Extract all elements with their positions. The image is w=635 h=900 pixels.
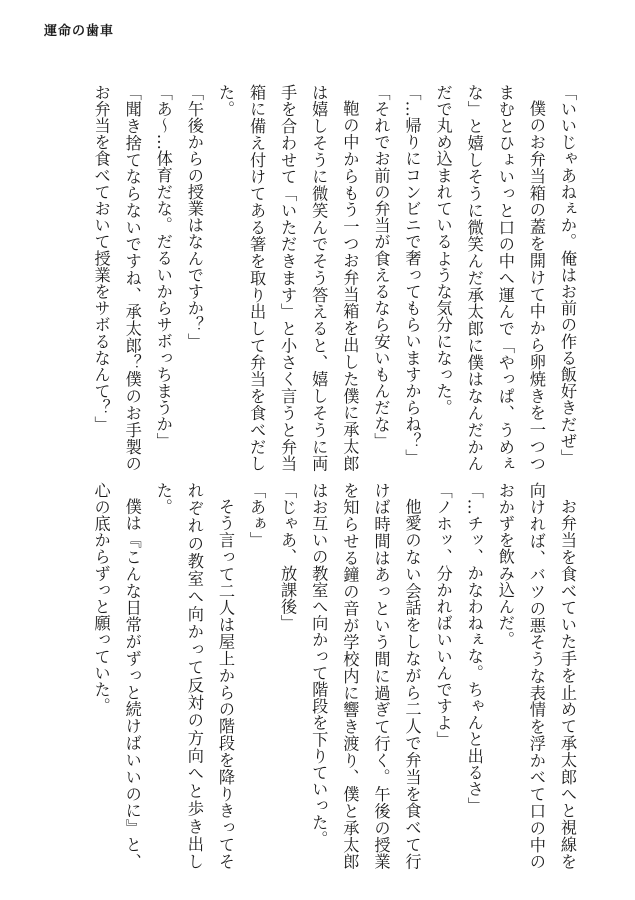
paragraph: 僕のお弁当箱の蓋を開けて中から卵焼きを一つつまむとひょいっと口の中へ運んで「やっぱ、うめぇな」と嬉しそうに微笑んだ承太郎に僕はなんだかんだで丸め込まれているような気分になった。 xyxy=(433,84,546,472)
paragraph: お弁当を食べていた手を止めて承太郎へと視線を向ければ、バツの悪そうな表情を浮かべて口の中のおかずを飲み込んだ。 xyxy=(495,482,577,870)
upper-text-block xyxy=(86,84,584,472)
running-title: 運命の歯車 xyxy=(44,24,115,39)
paragraph: 「聞き捨てならないですね、承太郎？僕のお手製のお弁当を食べておいて授業をサボるなんて？」 xyxy=(91,84,142,472)
paragraph: 「じゃあ、放課後」 xyxy=(278,482,298,632)
paragraph: 「いいじゃあねぇか。俺はお前の作る飯好きだぜ」 xyxy=(558,84,577,466)
lower-text-block xyxy=(86,482,584,870)
paragraph: 他愛のない会話をしながら二人で弁当を食べて行けば時間はあっという間に過ぎて行く。午後の授業を知らせる鐘の音が学校内に響き渡り、僕と承太郎はお互いの教室へ向かって階段を下りていった。 xyxy=(309,482,422,870)
paragraph: 「ノホッ、分かればいいんですよ」 xyxy=(433,482,453,748)
paragraph: 「…チッ、かなわねぇな。ちゃんと出るさ」 xyxy=(464,482,484,814)
paragraph: そう言って二人は屋上からの階段を降りきってそれぞれの教室へ向かって反対の方向へと歩き出した。 xyxy=(153,482,235,870)
paragraph: 「午後からの授業はなんですか？」 xyxy=(184,84,204,350)
paragraph: 僕は『こんな日常がずっと続けばいいのに』と、心の底からずっと願っていた。 xyxy=(91,482,142,870)
paragraph: 「それでお前の弁当が食えるなら安いもんだな」 xyxy=(371,84,391,450)
paragraph: 「…帰りにコンビニで奢ってもらいますからね？」 xyxy=(402,84,422,466)
paragraph: 鞄の中からもう一つお弁当箱を出した僕に承太郎は嬉しそうに微笑んでそう答えると、嬉しそうに両手を合わせて「いただきます」と小さく言うと弁当箱に備え付けてある箸を取り出して弁当を食べだした。 xyxy=(215,84,360,472)
paragraph: 「あ〜…体育だな。だるいからサボっちまうか」 xyxy=(153,84,173,450)
paragraph: 「あぁ」 xyxy=(247,482,267,549)
